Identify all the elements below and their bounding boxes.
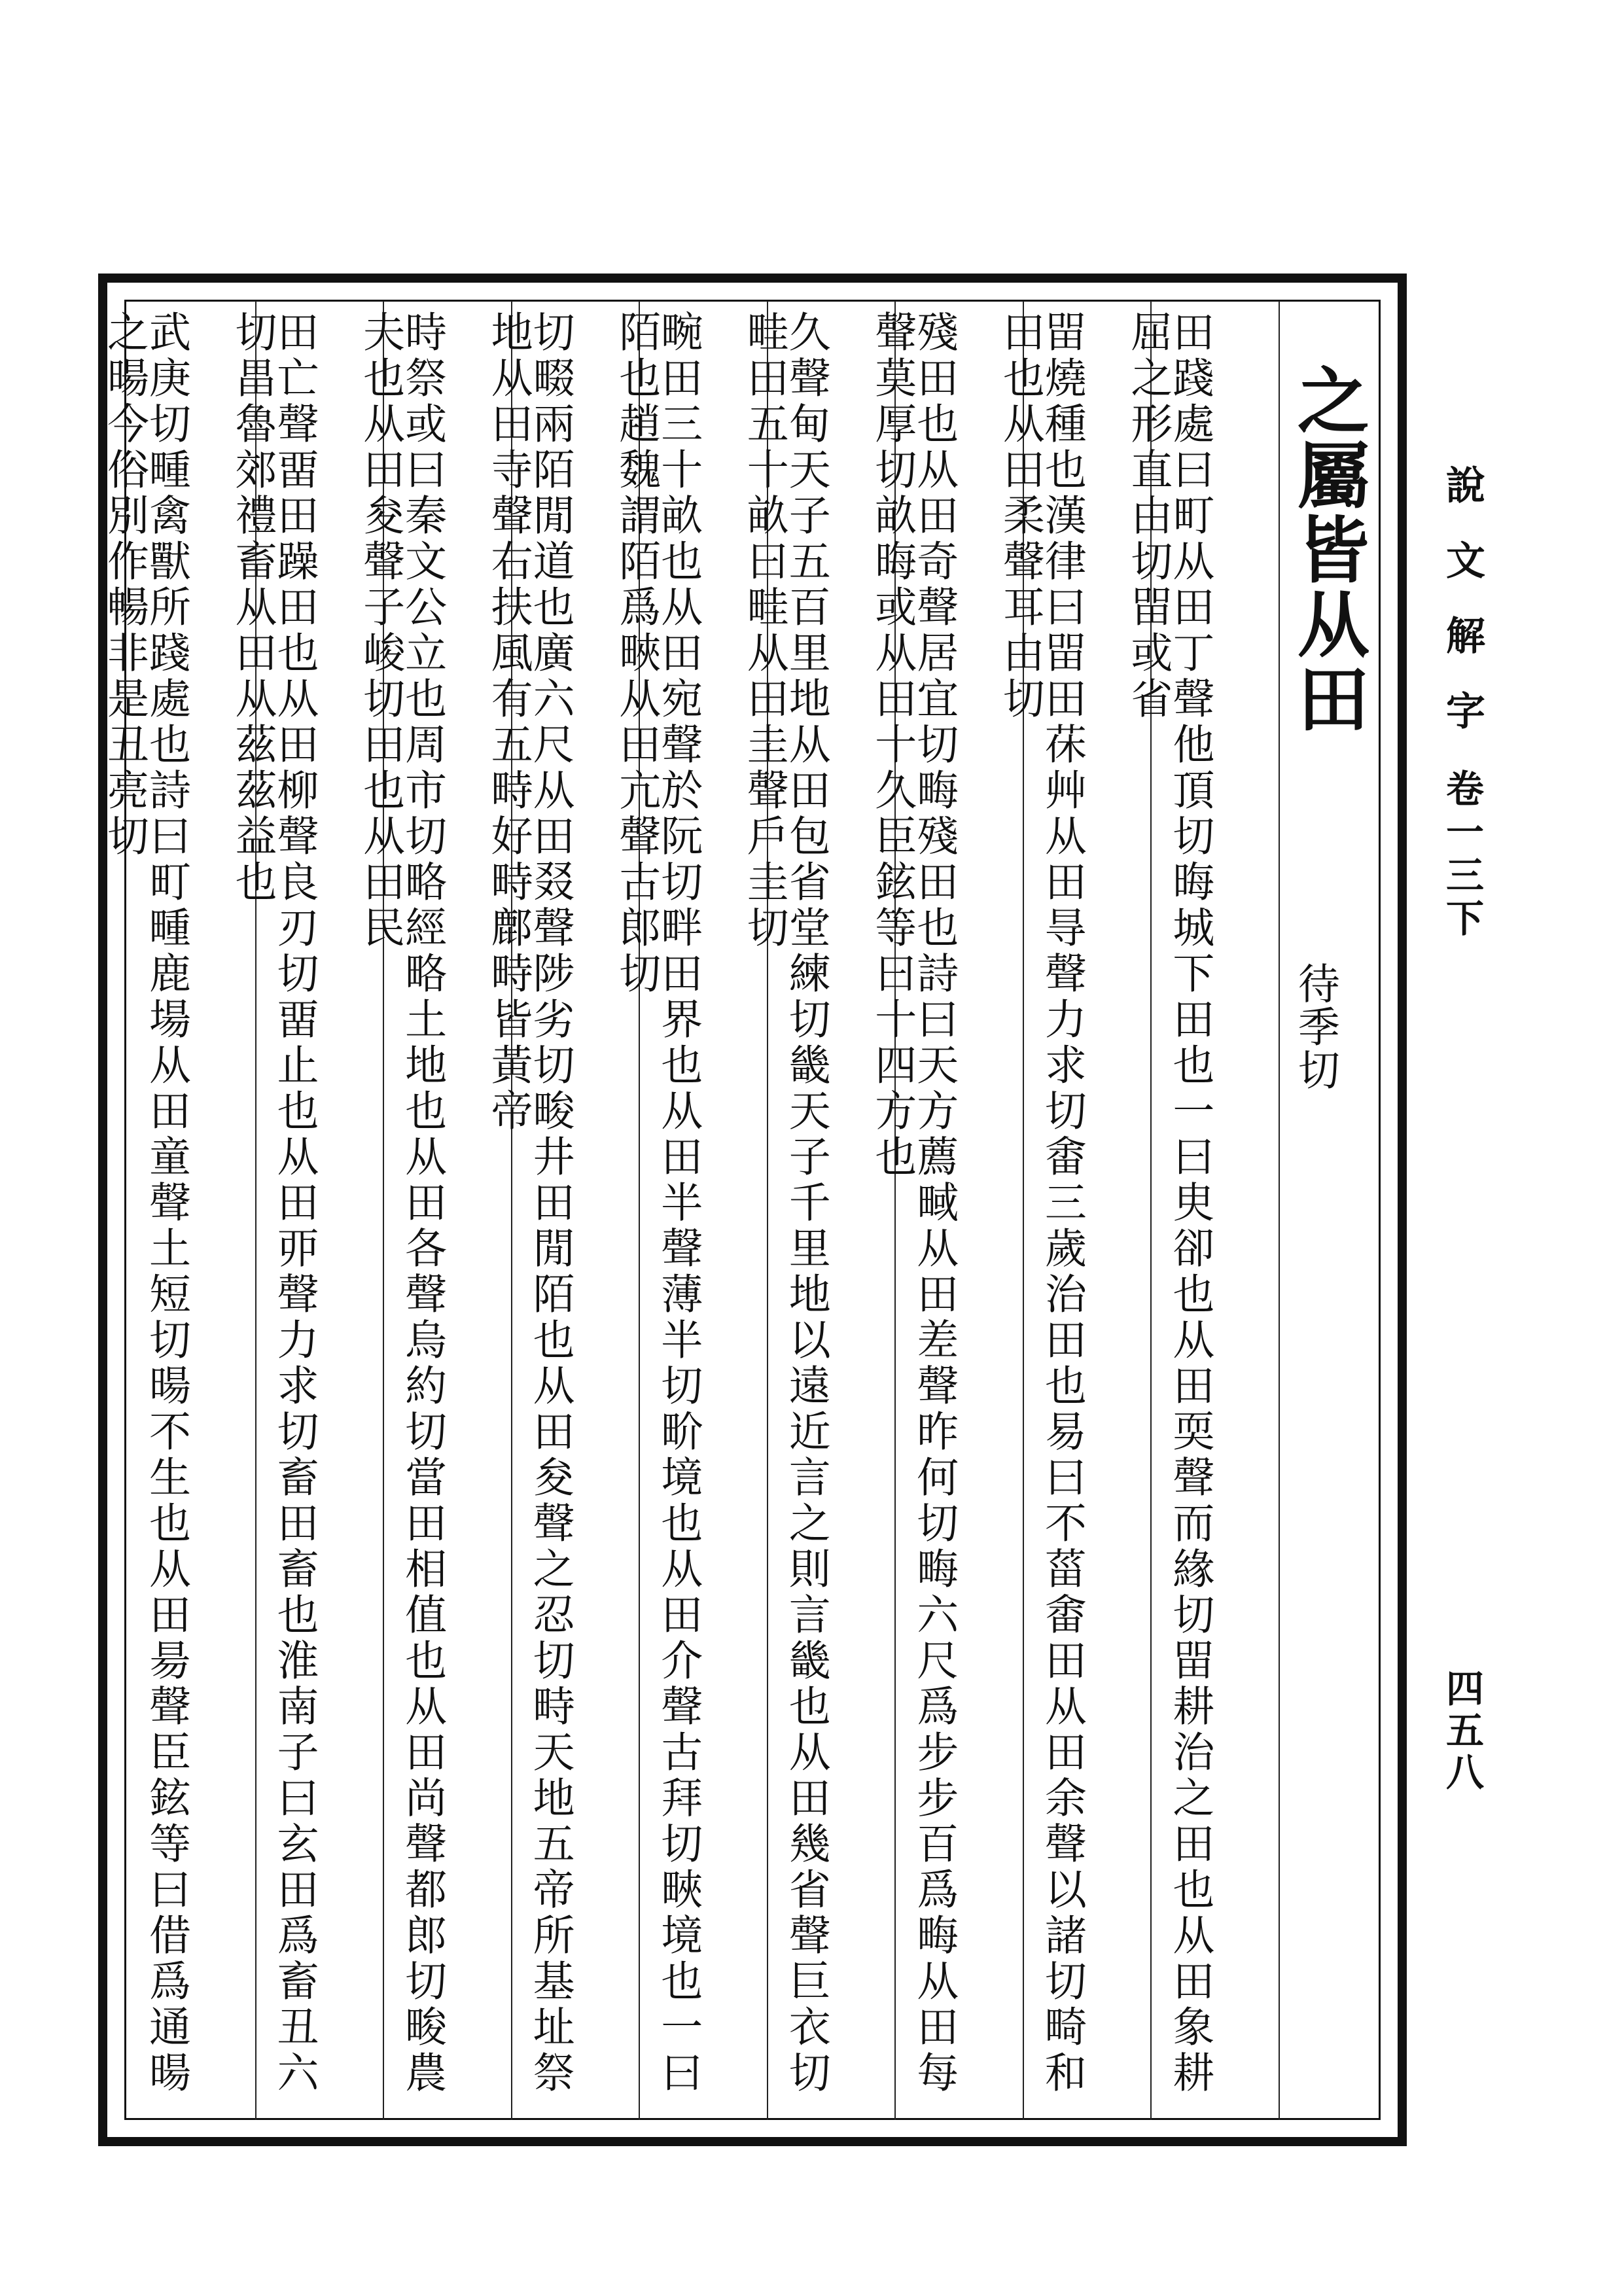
text-block [100, 301, 1378, 2120]
column-text: 畹田三十畝也从田宛聲於阮切畔田界也从田半聲薄半切畍境也从田介聲古拜切㽠境也一曰陌也趙魏謂陌爲㽠从田亢聲古郎切 [612, 310, 703, 2096]
column-text: 田亡聲畱田躁田也从田柳聲良刃切畱止也从田丣聲力求切畜田畜也淮南子曰玄田爲畜丑六切畕魯郊禮畜从田从茲茲益也 [228, 310, 319, 2096]
text-column [612, 301, 711, 2120]
section-note: 待季切 [1290, 962, 1339, 1091]
page-margin [1407, 393, 1511, 1963]
text-column [228, 301, 327, 2120]
column-text: 時祭或曰秦文公立也周市切略經略土地也从田各聲烏約切當田相值也从田尚聲都郎切畯農夫也从田夋聲子峻切田也从田民 [356, 310, 447, 2096]
text-column [1123, 301, 1222, 2120]
text-column [484, 301, 583, 2120]
column-text: 久聲甸天子五百里地从田包省堂練切畿天子千里地以遠近言之則言畿也从田幾省聲巨衣切畦田五十畝曰畦从田圭聲戶圭切 [739, 310, 830, 2096]
text-column [995, 301, 1095, 2120]
section-heading-column [1279, 301, 1378, 2120]
column-text: 切畷兩陌閒道也廣六尺从田叕聲陟劣切畯井田閒陌也从田夋聲之忍切畤天地五帝所基址祭地从田寺聲右扶風有五畤好畤鄜畤皆黃帝 [484, 310, 574, 2096]
text-column [356, 301, 455, 2120]
column-text: 武庚切畽禽獸所踐處也詩曰町畽鹿場从田童聲土短切暘不生也从田昜聲臣鉉等曰借爲通暘之暘今俗別作暢非是丑亮切 [100, 310, 190, 2096]
section-heading: 之屬皆从田 [1285, 363, 1370, 736]
book-title: 說文解字 [1439, 465, 1485, 766]
volume-label: 卷一三下 [1439, 769, 1484, 942]
page-number: 四五八 [1439, 1669, 1484, 1794]
text-column [868, 301, 966, 2120]
column-text: 田踐處曰町从田丁聲他頂切晦城下田也一曰㬰卻也从田耎聲而緣切㽞耕治之田也从田象耕屈之形直由切㽞或省 [1123, 310, 1214, 2096]
text-column [739, 301, 839, 2120]
column-text: 殘田也从田奇聲居宜切畮殘田也詩曰天方薦㽣从田差聲昨何切畮六尺爲步步百爲畮从田每聲莫厚切畝晦或从田十久臣鉉等曰十四方也 [868, 310, 959, 2096]
column-text: 㽞燒種也漢律曰㽞田茠艸从田㝵聲力求切畬三歲治田也易曰不菑畬田从田余聲以諸切畸和田也从田柔聲耳由切 [995, 310, 1086, 2096]
text-column [100, 301, 199, 2120]
